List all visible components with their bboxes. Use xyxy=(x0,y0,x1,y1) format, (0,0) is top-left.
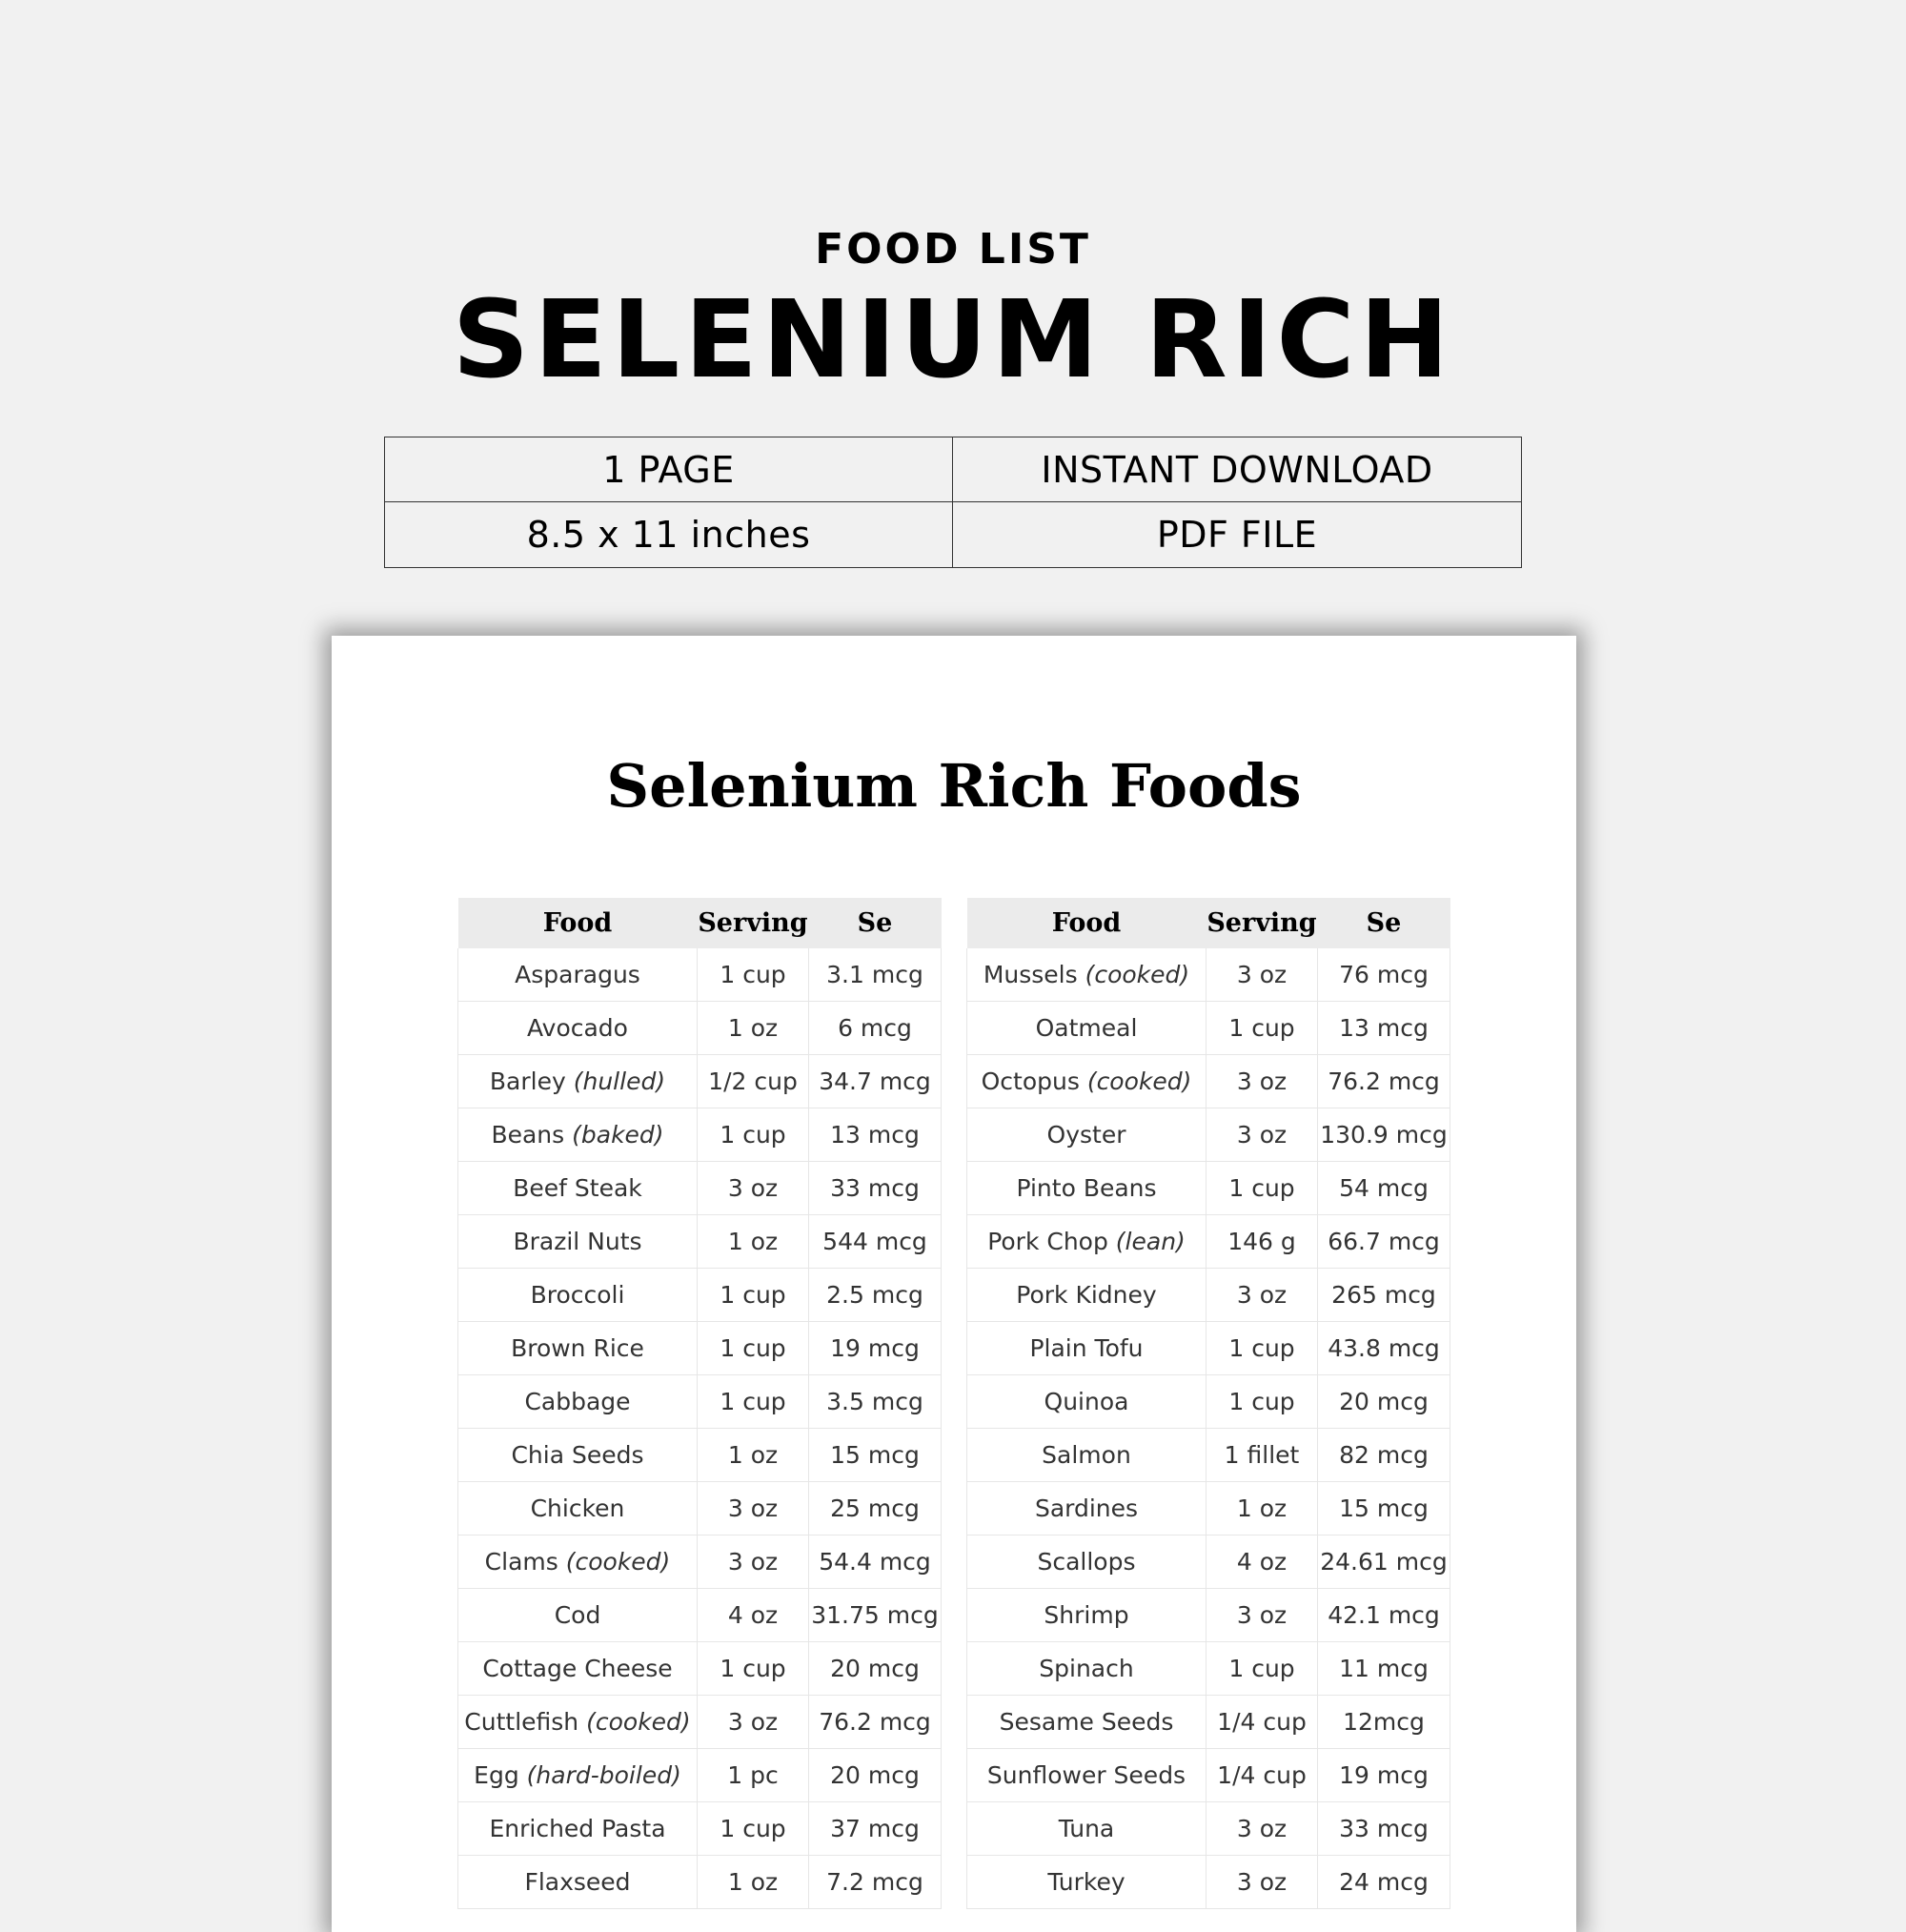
food-cell xyxy=(967,1856,1206,1909)
serving-cell: 1 cup xyxy=(698,1108,809,1162)
table-row xyxy=(458,1856,942,1909)
food-name: Oyster xyxy=(1046,1121,1126,1149)
table-row xyxy=(967,1215,1450,1269)
serving-cell: 1 cup xyxy=(1206,1375,1318,1429)
food-name: Sesame Seeds xyxy=(999,1708,1174,1736)
table-row xyxy=(967,1482,1450,1535)
selenium-cell: 265 mcg xyxy=(1318,1269,1450,1322)
serving-cell: 3 oz xyxy=(698,1535,809,1589)
selenium-cell: 76.2 mcg xyxy=(809,1696,942,1749)
serving-cell: 3 oz xyxy=(1206,1269,1318,1322)
food-name: Pork Kidney xyxy=(1016,1281,1157,1309)
food-name: Cod xyxy=(554,1601,601,1629)
table-header-row xyxy=(458,898,942,948)
table-row xyxy=(458,1482,942,1535)
serving-cell: 3 oz xyxy=(698,1696,809,1749)
selenium-cell: 19 mcg xyxy=(809,1322,942,1375)
food-name: Chicken xyxy=(530,1495,625,1522)
info-download: INSTANT DOWNLOAD xyxy=(953,437,1521,502)
table-row xyxy=(458,1002,942,1055)
column-header-se: Se xyxy=(809,898,942,948)
info-pages: 1 PAGE xyxy=(385,437,953,502)
serving-cell: 3 oz xyxy=(1206,1589,1318,1642)
selenium-cell: 31.75 mcg xyxy=(809,1589,942,1642)
serving-cell: 1/4 cup xyxy=(1206,1749,1318,1802)
selenium-cell: 24.61 mcg xyxy=(1318,1535,1450,1589)
food-cell xyxy=(967,1215,1206,1269)
food-note: (cooked) xyxy=(1085,961,1190,988)
food-name: Shrimp xyxy=(1044,1601,1129,1629)
serving-cell: 1 oz xyxy=(698,1002,809,1055)
food-cell xyxy=(967,1642,1206,1696)
food-cell xyxy=(458,1535,698,1589)
food-name: Enriched Pasta xyxy=(489,1815,666,1842)
food-name: Spinach xyxy=(1039,1655,1134,1682)
food-cell xyxy=(967,1802,1206,1856)
selenium-cell: 12mcg xyxy=(1318,1696,1450,1749)
food-cell xyxy=(967,1108,1206,1162)
food-cell xyxy=(967,948,1206,1002)
info-grid xyxy=(384,437,1522,568)
serving-cell: 146 g xyxy=(1206,1215,1318,1269)
food-cell xyxy=(967,1162,1206,1215)
serving-cell: 3 oz xyxy=(1206,1108,1318,1162)
serving-cell: 3 oz xyxy=(698,1482,809,1535)
selenium-cell: 66.7 mcg xyxy=(1318,1215,1450,1269)
serving-cell: 3 oz xyxy=(1206,1055,1318,1108)
food-cell xyxy=(967,1055,1206,1108)
table-row xyxy=(458,1749,942,1802)
serving-cell: 1 cup xyxy=(698,1642,809,1696)
selenium-cell: 2.5 mcg xyxy=(809,1269,942,1322)
serving-cell: 1 cup xyxy=(1206,1002,1318,1055)
food-name: Beef Steak xyxy=(513,1174,642,1202)
table-row xyxy=(458,1108,942,1162)
table-row xyxy=(967,1802,1450,1856)
serving-cell: 3 oz xyxy=(698,1162,809,1215)
table-row xyxy=(967,1002,1450,1055)
table-row xyxy=(967,1429,1450,1482)
selenium-cell: 54 mcg xyxy=(1318,1162,1450,1215)
selenium-cell: 34.7 mcg xyxy=(809,1055,942,1108)
selenium-cell: 15 mcg xyxy=(1318,1482,1450,1535)
table-row xyxy=(458,1535,942,1589)
serving-cell: 3 oz xyxy=(1206,1856,1318,1909)
selenium-cell: 6 mcg xyxy=(809,1002,942,1055)
serving-cell: 1 oz xyxy=(1206,1482,1318,1535)
selenium-cell: 130.9 mcg xyxy=(1318,1108,1450,1162)
food-note: (hard-boiled) xyxy=(526,1761,681,1789)
serving-cell: 1 oz xyxy=(698,1215,809,1269)
selenium-cell: 25 mcg xyxy=(809,1482,942,1535)
table-row xyxy=(967,1749,1450,1802)
headline-title: SELENIUM RICH xyxy=(452,278,1454,402)
subtitle: FOOD LIST xyxy=(815,225,1091,274)
food-name: Clams xyxy=(484,1548,558,1576)
food-name: Salmon xyxy=(1042,1441,1131,1469)
food-name: Beans xyxy=(491,1121,565,1149)
food-note: (cooked) xyxy=(1086,1068,1192,1095)
food-note: (lean) xyxy=(1115,1228,1186,1255)
table-row xyxy=(967,1055,1450,1108)
selenium-cell: 13 mcg xyxy=(809,1108,942,1162)
food-cell xyxy=(967,1482,1206,1535)
food-name: Mussels xyxy=(983,961,1078,988)
serving-cell: 1 cup xyxy=(1206,1642,1318,1696)
food-name: Pork Chop xyxy=(987,1228,1108,1255)
food-cell xyxy=(967,1535,1206,1589)
selenium-cell: 42.1 mcg xyxy=(1318,1589,1450,1642)
selenium-cell: 37 mcg xyxy=(809,1802,942,1856)
table-row xyxy=(967,948,1450,1002)
selenium-cell: 20 mcg xyxy=(1318,1375,1450,1429)
food-cell xyxy=(458,1429,698,1482)
serving-cell: 1 cup xyxy=(698,1802,809,1856)
food-cell xyxy=(458,1322,698,1375)
table-row xyxy=(458,1696,942,1749)
serving-cell: 1 cup xyxy=(698,1322,809,1375)
selenium-cell: 24 mcg xyxy=(1318,1856,1450,1909)
table-row xyxy=(458,1429,942,1482)
food-name: Scallops xyxy=(1037,1548,1136,1576)
selenium-cell: 20 mcg xyxy=(809,1642,942,1696)
food-cell xyxy=(458,1215,698,1269)
food-name: Cottage Cheese xyxy=(482,1655,673,1682)
selenium-cell: 15 mcg xyxy=(809,1429,942,1482)
food-note: (cooked) xyxy=(565,1548,671,1576)
selenium-cell: 33 mcg xyxy=(809,1162,942,1215)
food-cell xyxy=(967,1749,1206,1802)
food-name: Sardines xyxy=(1034,1495,1139,1522)
food-name: Asparagus xyxy=(515,961,640,988)
food-name: Quinoa xyxy=(1044,1388,1129,1415)
food-note: (cooked) xyxy=(586,1708,691,1736)
food-cell xyxy=(458,1002,698,1055)
document-preview xyxy=(332,636,1576,1932)
table-row xyxy=(967,1269,1450,1322)
info-format: PDF FILE xyxy=(1156,514,1318,556)
document-title: Selenium Rich Foods xyxy=(606,751,1302,821)
selenium-cell: 54.4 mcg xyxy=(809,1535,942,1589)
food-name: Octopus xyxy=(981,1068,1080,1095)
food-cell xyxy=(967,1429,1206,1482)
food-cell xyxy=(458,1269,698,1322)
table-row xyxy=(458,1055,942,1108)
food-name: Oatmeal xyxy=(1035,1014,1138,1042)
table-row xyxy=(458,1642,942,1696)
table-row xyxy=(458,1322,942,1375)
food-table-right xyxy=(966,898,1450,1909)
selenium-cell: 33 mcg xyxy=(1318,1802,1450,1856)
table-row xyxy=(967,1642,1450,1696)
food-cell xyxy=(458,1162,698,1215)
food-table-left xyxy=(457,898,942,1909)
selenium-cell: 76 mcg xyxy=(1318,948,1450,1002)
table-row xyxy=(967,1535,1450,1589)
serving-cell: 3 oz xyxy=(1206,1802,1318,1856)
food-name: Egg xyxy=(474,1761,519,1789)
food-cell xyxy=(458,1802,698,1856)
selenium-cell: 20 mcg xyxy=(809,1749,942,1802)
food-cell xyxy=(458,1055,698,1108)
selenium-cell: 3.1 mcg xyxy=(809,948,942,1002)
table-row xyxy=(458,1269,942,1322)
food-name: Brown Rice xyxy=(511,1334,644,1362)
table-row xyxy=(967,1108,1450,1162)
table-row xyxy=(967,1375,1450,1429)
serving-cell: 1 cup xyxy=(698,1375,809,1429)
selenium-cell: 11 mcg xyxy=(1318,1642,1450,1696)
selenium-cell: 19 mcg xyxy=(1318,1749,1450,1802)
serving-cell: 1 pc xyxy=(698,1749,809,1802)
serving-cell: 3 oz xyxy=(1206,948,1318,1002)
table-row xyxy=(967,1696,1450,1749)
food-cell xyxy=(967,1322,1206,1375)
food-cell xyxy=(458,948,698,1002)
food-name: Chia Seeds xyxy=(511,1441,644,1469)
column-header-serving: Serving xyxy=(698,898,809,948)
food-note: (baked) xyxy=(572,1121,664,1149)
food-cell xyxy=(458,1108,698,1162)
food-cell xyxy=(967,1375,1206,1429)
table-header-row xyxy=(967,898,1450,948)
selenium-cell: 76.2 mcg xyxy=(1318,1055,1450,1108)
table-row xyxy=(458,1375,942,1429)
table-row xyxy=(458,1589,942,1642)
serving-cell: 4 oz xyxy=(698,1589,809,1642)
serving-cell: 1 fillet xyxy=(1206,1429,1318,1482)
food-name: Turkey xyxy=(1047,1868,1125,1896)
food-name: Pinto Beans xyxy=(1016,1174,1157,1202)
table-row xyxy=(458,1802,942,1856)
food-name: Tuna xyxy=(1058,1815,1115,1842)
serving-cell: 1 cup xyxy=(1206,1162,1318,1215)
food-cell xyxy=(458,1856,698,1909)
serving-cell: 4 oz xyxy=(1206,1535,1318,1589)
food-name: Barley xyxy=(489,1068,566,1095)
serving-cell: 1 oz xyxy=(698,1856,809,1909)
serving-cell: 1 cup xyxy=(698,948,809,1002)
food-name: Avocado xyxy=(527,1014,628,1042)
table-row xyxy=(967,1162,1450,1215)
selenium-cell: 7.2 mcg xyxy=(809,1856,942,1909)
selenium-cell: 544 mcg xyxy=(809,1215,942,1269)
food-name: Flaxseed xyxy=(524,1868,631,1896)
table-row xyxy=(458,1162,942,1215)
food-cell xyxy=(458,1749,698,1802)
food-cell xyxy=(967,1589,1206,1642)
table-row xyxy=(458,1215,942,1269)
table-row xyxy=(967,1856,1450,1909)
food-name: Plain Tofu xyxy=(1029,1334,1144,1362)
selenium-cell: 82 mcg xyxy=(1318,1429,1450,1482)
column-header-food: Food xyxy=(458,898,698,948)
food-name: Sunflower Seeds xyxy=(986,1761,1186,1789)
food-name: Cabbage xyxy=(524,1388,631,1415)
food-cell xyxy=(458,1375,698,1429)
serving-cell: 1 cup xyxy=(698,1269,809,1322)
serving-cell: 1/4 cup xyxy=(1206,1696,1318,1749)
selenium-cell: 13 mcg xyxy=(1318,1002,1450,1055)
food-cell xyxy=(967,1696,1206,1749)
food-cell xyxy=(458,1642,698,1696)
table-row xyxy=(967,1322,1450,1375)
selenium-cell: 43.8 mcg xyxy=(1318,1322,1450,1375)
food-cell xyxy=(458,1589,698,1642)
table-row xyxy=(458,948,942,1002)
table-row xyxy=(967,1589,1450,1642)
serving-cell: 1 oz xyxy=(698,1429,809,1482)
food-cell xyxy=(967,1269,1206,1322)
food-cell xyxy=(458,1696,698,1749)
column-header-food: Food xyxy=(967,898,1206,948)
serving-cell: 1/2 cup xyxy=(698,1055,809,1108)
column-header-se: Se xyxy=(1318,898,1450,948)
info-size: 8.5 x 11 inches xyxy=(385,502,953,567)
selenium-cell: 3.5 mcg xyxy=(809,1375,942,1429)
serving-cell: 1 cup xyxy=(1206,1322,1318,1375)
food-name: Brazil Nuts xyxy=(513,1228,642,1255)
food-note: (hulled) xyxy=(573,1068,666,1095)
food-name: Broccoli xyxy=(530,1281,625,1309)
food-cell xyxy=(967,1002,1206,1055)
food-name: Cuttlefish xyxy=(464,1708,579,1736)
food-cell xyxy=(458,1482,698,1535)
column-header-serving: Serving xyxy=(1206,898,1318,948)
